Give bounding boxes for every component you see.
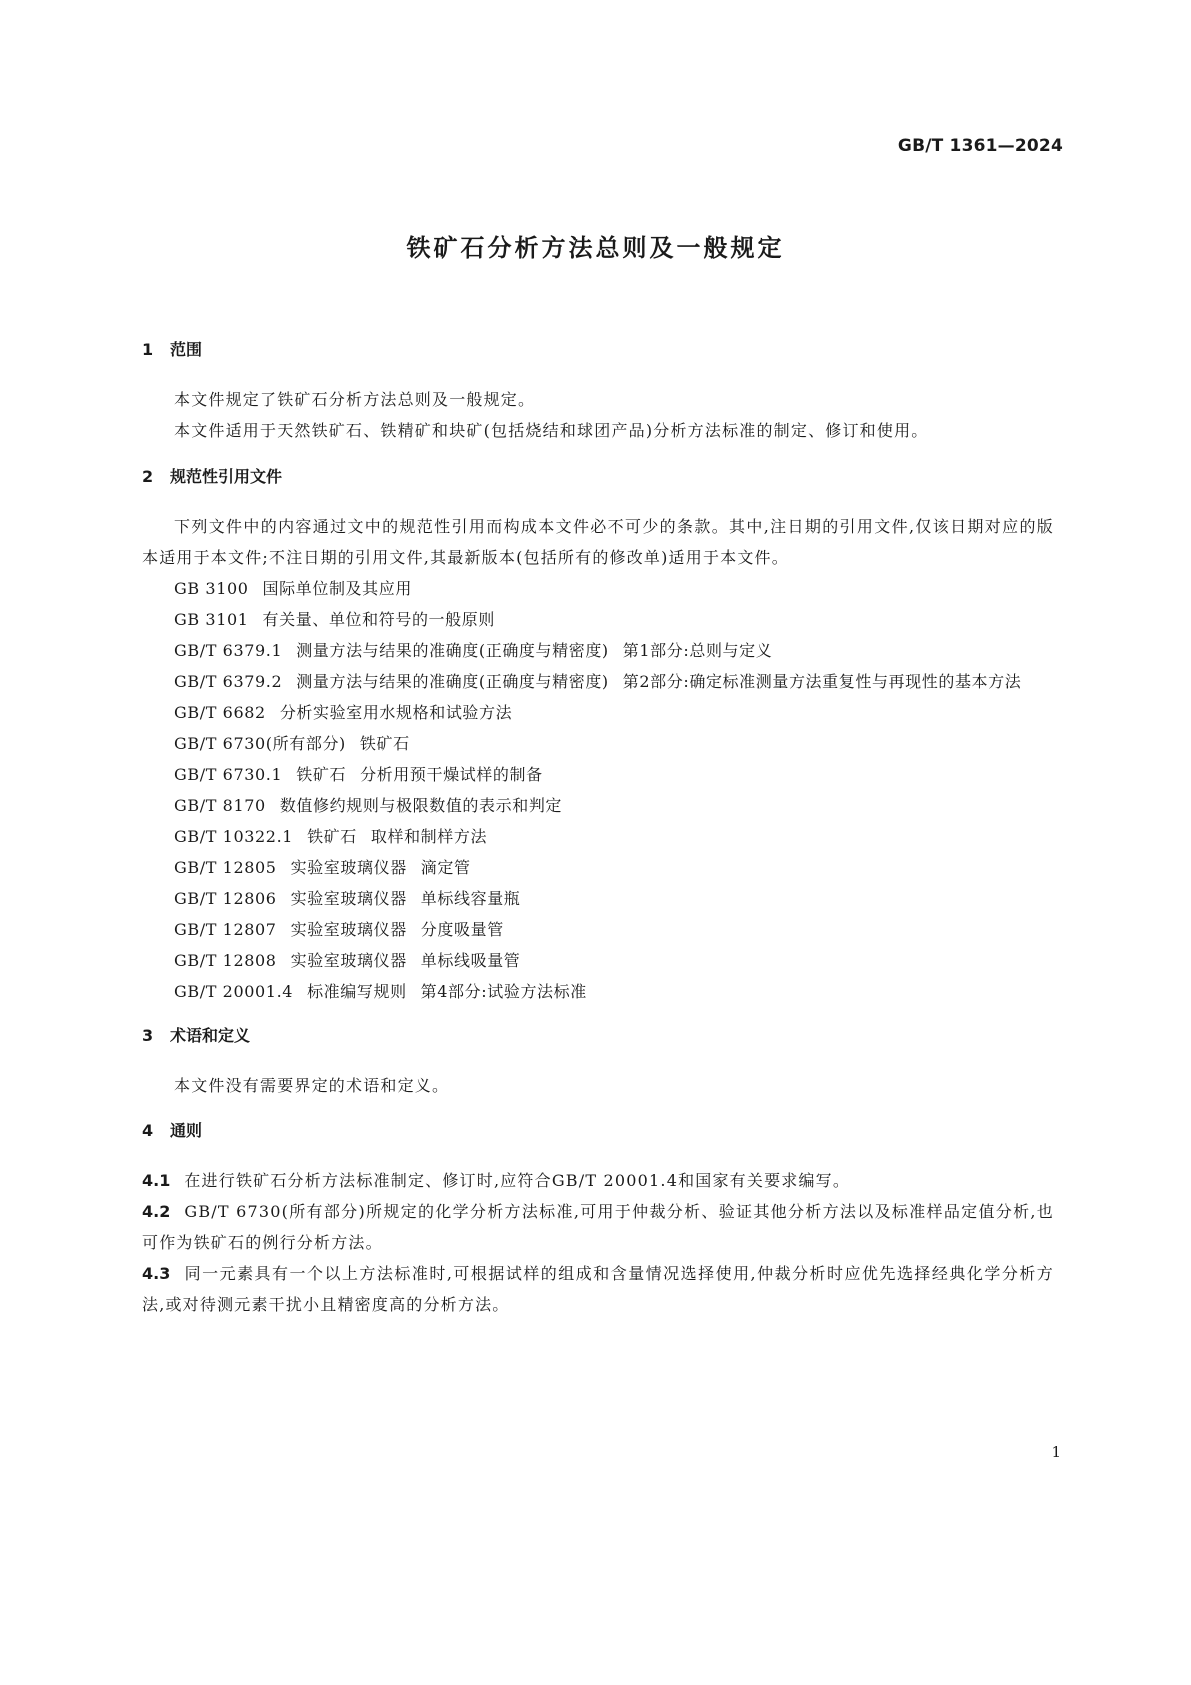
reference-item [142, 914, 1054, 945]
document-title: 铁矿石分析方法总则及一般规定 [406, 234, 785, 262]
reference-title: 数值修约规则与极限数值的表示和判定 [279, 796, 563, 815]
reference-subtitle: 滴定管 [420, 858, 471, 877]
reference-subtitle: 分度吸量管 [420, 920, 504, 939]
standard-code: GB/T 1361—2024 [897, 136, 1063, 156]
reference-title: 铁矿石 [307, 827, 357, 846]
reference-list [142, 573, 1054, 1007]
reference-title: 测量方法与结果的准确度(正确度与精密度) [296, 672, 609, 691]
section-heading [142, 465, 1054, 489]
reference-code: GB/T 12807 [174, 920, 277, 939]
paragraph: 下列文件中的内容通过文中的规范性引用而构成本文件必不可少的条款。其中,注日期的引用文件,仅该日期对应的版本适用于本文件;不注日期的引用文件,其最新版本(包括所有的修改单)适用于本文件。 [142, 517, 1054, 567]
reference-item [142, 976, 1054, 1007]
reference-item [142, 666, 1054, 697]
paragraph: 本文件没有需要界定的术语和定义。 [174, 1076, 450, 1095]
clause-number: 4.3 [142, 1264, 171, 1283]
clause [142, 1258, 1054, 1320]
section-heading [142, 1024, 1054, 1048]
reference-item [142, 821, 1054, 852]
section-title: 范围 [170, 340, 203, 359]
reference-code: GB/T 20001.4 [174, 982, 294, 1001]
reference-item [142, 604, 1054, 635]
reference-item [142, 759, 1054, 790]
reference-code: GB/T 6730(所有部分) [174, 734, 346, 753]
section-number: 3 [142, 1026, 154, 1045]
reference-title: 实验室玻璃仪器 [290, 858, 407, 877]
section-general [142, 1119, 1054, 1320]
reference-code: GB 3101 [174, 610, 249, 629]
reference-subtitle: 单标线容量瓶 [420, 889, 521, 908]
reference-title: 有关量、单位和符号的一般原则 [262, 610, 495, 629]
page-number: 1 [1051, 1443, 1061, 1461]
reference-code: GB/T 6682 [174, 703, 266, 722]
reference-title: 实验室玻璃仪器 [290, 951, 407, 970]
clause-text: 在进行铁矿石分析方法标准制定、修订时,应符合GB/T 20001.4和国家有关要求编写。 [184, 1171, 851, 1190]
reference-item [142, 945, 1054, 976]
reference-subtitle: 分析用预干燥试样的制备 [360, 765, 543, 784]
clause [142, 1165, 1054, 1196]
paragraph: 本文件适用于天然铁矿石、铁精矿和块矿(包括烧结和球团产品)分析方法标准的制定、修订和使用。 [174, 421, 929, 440]
section-heading [142, 1119, 1054, 1143]
section-number: 4 [142, 1121, 154, 1140]
reference-code: GB/T 6730.1 [174, 765, 283, 784]
reference-title: 测量方法与结果的准确度(正确度与精密度) [296, 641, 609, 660]
section-number: 1 [142, 340, 154, 359]
reference-title: 国际单位制及其应用 [262, 579, 412, 598]
reference-title: 铁矿石 [359, 734, 410, 753]
reference-item [142, 790, 1054, 821]
reference-item [142, 573, 1054, 604]
reference-code: GB/T 6379.1 [174, 641, 283, 660]
reference-title: 实验室玻璃仪器 [290, 889, 407, 908]
document-body [142, 338, 1054, 1320]
reference-item [142, 635, 1054, 666]
clause-text: 同一元素具有一个以上方法标准时,可根据试样的组成和含量情况选择使用,仲裁分析时应优先选择经典化学分析方法,或对待测元素干扰小且精密度高的分析方法。 [142, 1264, 1054, 1314]
section-title: 规范性引用文件 [170, 467, 283, 486]
section-number: 2 [142, 467, 154, 486]
reference-title: 分析实验室用水规格和试验方法 [279, 703, 513, 722]
clause [142, 1196, 1054, 1258]
clause-text: GB/T 6730(所有部分)所规定的化学分析方法标准,可用于仲裁分析、验证其他分析方法以及标准样品定值分析,也可作为铁矿石的例行分析方法。 [142, 1202, 1054, 1252]
section-normative-references [142, 465, 1054, 1007]
clause-number: 4.2 [142, 1202, 171, 1221]
section-terms [142, 1024, 1054, 1101]
reference-item [142, 852, 1054, 883]
section-title: 通则 [170, 1121, 203, 1140]
reference-code: GB/T 10322.1 [174, 827, 294, 846]
reference-code: GB/T 12806 [174, 889, 277, 908]
reference-title: 铁矿石 [296, 765, 347, 784]
reference-item [142, 728, 1054, 759]
reference-code: GB/T 12805 [174, 858, 277, 877]
reference-subtitle: 取样和制样方法 [370, 827, 488, 846]
section-title: 术语和定义 [170, 1026, 251, 1045]
reference-subtitle: 单标线吸量管 [420, 951, 521, 970]
reference-subtitle: 第4部分:试验方法标准 [420, 982, 587, 1001]
reference-code: GB/T 6379.2 [174, 672, 283, 691]
paragraph: 本文件规定了铁矿石分析方法总则及一般规定。 [174, 390, 536, 409]
reference-title: 实验室玻璃仪器 [290, 920, 407, 939]
reference-code: GB/T 8170 [174, 796, 266, 815]
reference-item [142, 883, 1054, 914]
reference-item [142, 697, 1054, 728]
reference-code: GB/T 12808 [174, 951, 277, 970]
section-heading [142, 338, 1054, 362]
reference-code: GB 3100 [174, 579, 249, 598]
clause-number: 4.1 [142, 1171, 171, 1190]
reference-subtitle: 第1部分:总则与定义 [622, 641, 773, 660]
section-scope [142, 338, 1054, 446]
reference-title: 标准编写规则 [307, 982, 407, 1001]
reference-subtitle: 第2部分:确定标准测量方法重复性与再现性的基本方法 [622, 672, 1022, 691]
